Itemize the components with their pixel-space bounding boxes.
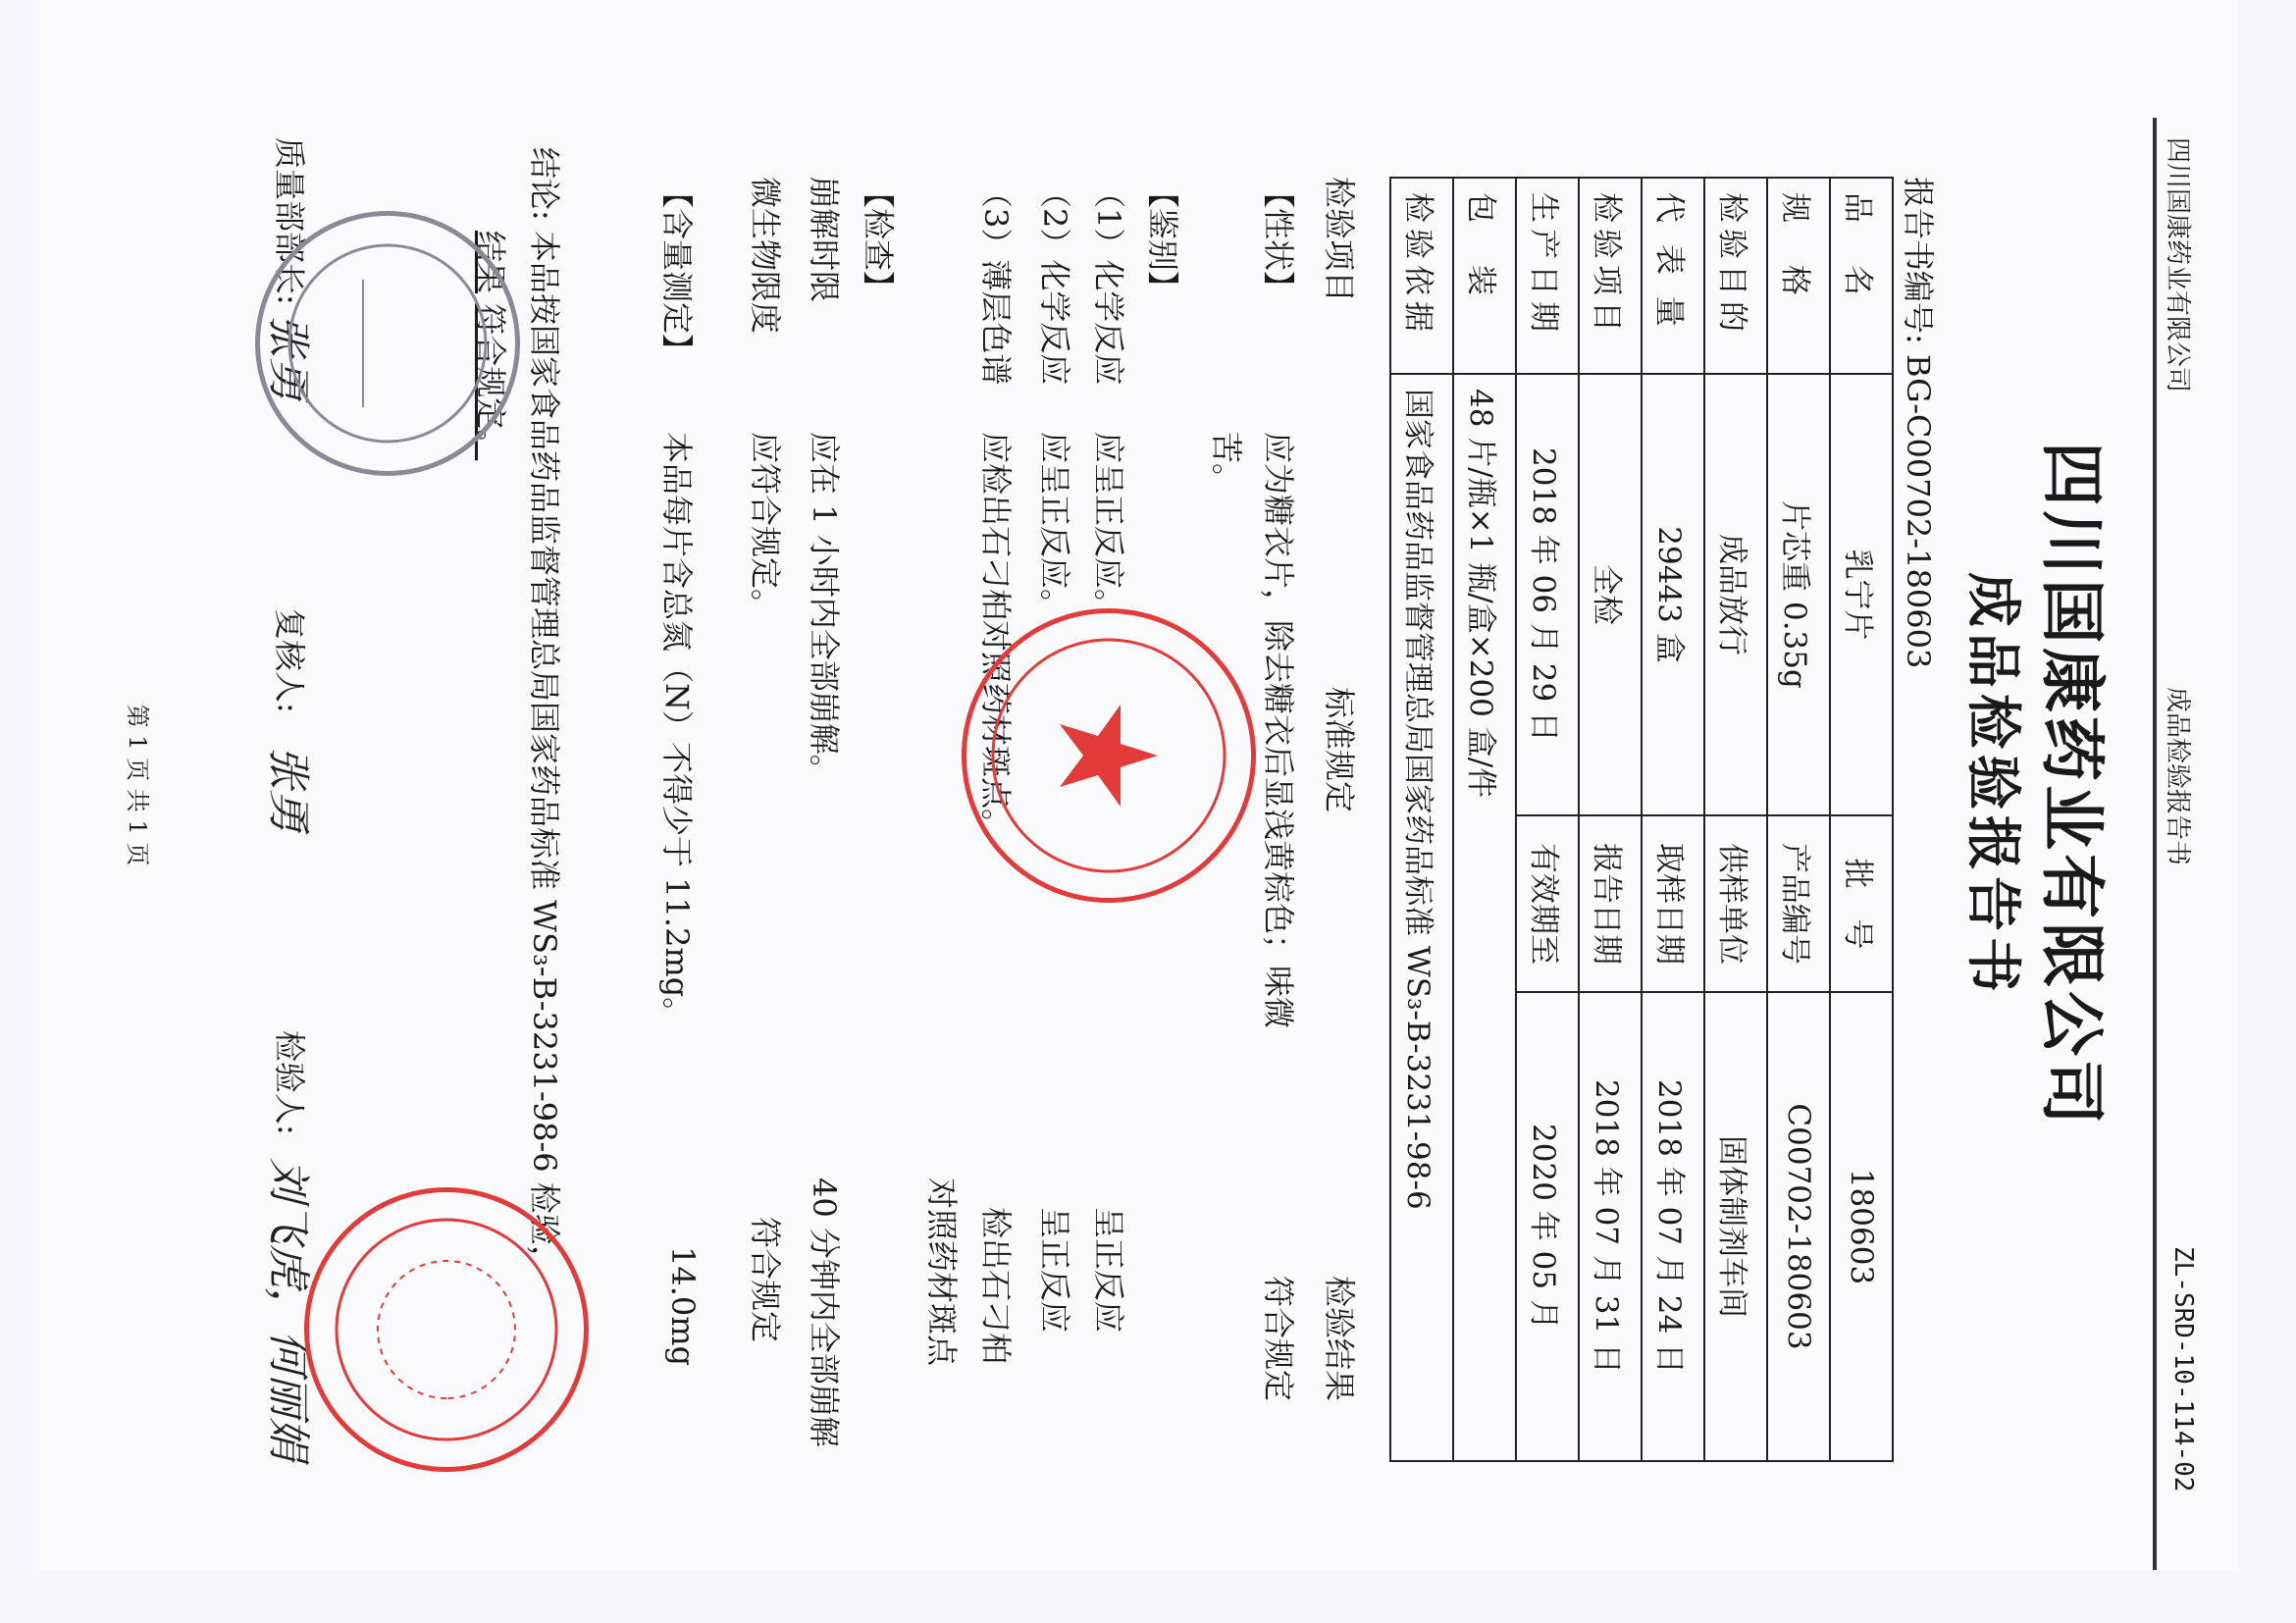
purpose-value: 成品放行 bbox=[1704, 374, 1767, 815]
document-page bbox=[39, 0, 2237, 1570]
package-value: 48 片/瓶×1 瓶/盒×200 盒/件 bbox=[1453, 374, 1516, 1461]
header-company: 四川国康药业有限公司 bbox=[2163, 137, 2192, 393]
inspect-item-2: 微生物限度 bbox=[747, 177, 784, 335]
supplier-label: 供样单位 bbox=[1704, 815, 1767, 992]
assay-result: 14.0mg bbox=[664, 1246, 702, 1367]
conclusion-result-prefix: 结果 bbox=[472, 231, 509, 294]
conclusion-label: 结论: bbox=[526, 147, 563, 221]
character-standard-line1: 应为糖衣片，除去糖衣后显浅黄棕色；味微 bbox=[1260, 432, 1297, 1029]
batch-value: 180603 bbox=[1830, 992, 1893, 1461]
inspector-signature: 刘飞虎，何丽娟 bbox=[263, 1158, 313, 1460]
prod-date-value: 2018 年 06 月 29 日 bbox=[1516, 374, 1579, 815]
ident-result-2: 呈正反应 bbox=[1036, 1207, 1073, 1334]
reviewer-label: 复核人: bbox=[271, 608, 308, 713]
inspect-result-1: 40 分钟内全部崩解 bbox=[806, 1178, 843, 1447]
ident-item-3: （3）薄层色谱 bbox=[977, 177, 1015, 386]
table-row bbox=[1704, 178, 1767, 1461]
report-number-value: BG-C00702-180603 bbox=[1900, 353, 1937, 669]
stamp-quality-management bbox=[962, 608, 1256, 903]
company-title: 四川国康药业有限公司 bbox=[2034, 442, 2111, 1128]
inspect-result-2: 符合规定 bbox=[747, 1217, 784, 1343]
table-row bbox=[1390, 178, 1453, 1461]
ident-item-2: （2）化学反应 bbox=[1036, 177, 1073, 386]
supplier-value: 固体制剂车间 bbox=[1704, 992, 1767, 1461]
conclusion-result: 符合规定。 bbox=[472, 303, 509, 461]
inspector-label: 检验人: bbox=[271, 1030, 308, 1135]
section-character: 【性状】 bbox=[1260, 177, 1297, 303]
ident-result-3: 检出石刁柏 bbox=[977, 1207, 1015, 1365]
inspect-standard-1: 应在 1 小时内全部崩解。 bbox=[806, 432, 843, 786]
assay-standard: 本品每片含总氮（N）不得少于 11.2mg。 bbox=[658, 432, 696, 1029]
product-code-value: C00702-180603 bbox=[1767, 992, 1830, 1461]
section-inspection: 【检查】 bbox=[860, 177, 897, 303]
conclusion-line1 bbox=[524, 147, 569, 1277]
ident-result-1: 呈正反应 bbox=[1090, 1207, 1127, 1334]
ident-item-1: （1）化学反应 bbox=[1090, 177, 1127, 386]
ident-standard-3: 应检出石刁柏对照药材斑点。 bbox=[977, 432, 1015, 841]
qa-head-label: 质量部部长: bbox=[271, 137, 308, 305]
sample-date-label: 取样日期 bbox=[1642, 815, 1704, 992]
spec-value: 片芯重 0.35g bbox=[1767, 374, 1830, 815]
package-label: 包 装 bbox=[1453, 178, 1516, 374]
ident-standard-1: 应呈正反应。 bbox=[1090, 432, 1127, 621]
product-name-value: 乳宁片 bbox=[1830, 374, 1893, 815]
table-row bbox=[1642, 178, 1704, 1461]
prod-date-label: 生产日期 bbox=[1516, 178, 1579, 374]
star-icon bbox=[981, 628, 1236, 883]
inspect-item-1: 崩解时限 bbox=[806, 177, 843, 303]
quantity-value: 29443 盒 bbox=[1642, 374, 1704, 815]
items-value: 全检 bbox=[1579, 374, 1642, 815]
page-footer: 第 1 页 共 1 页 bbox=[124, 704, 151, 866]
items-label: 检验项目 bbox=[1579, 178, 1642, 374]
conclusion-text: 本品按国家食品药品监督管理总局国家药品标准 WS₃-B-3231-98-6 检验， bbox=[526, 230, 563, 1277]
table-row bbox=[1453, 178, 1516, 1461]
quantity-label: 代 表 量 bbox=[1642, 178, 1704, 374]
stamp-quality-inspection bbox=[255, 211, 520, 476]
spec-label: 规 格 bbox=[1767, 178, 1830, 374]
table-row bbox=[1579, 178, 1642, 1461]
seal-ring-icon bbox=[275, 231, 500, 456]
stamp-quality-special bbox=[304, 1187, 589, 1472]
character-result: 符合规定 bbox=[1260, 1276, 1297, 1402]
reviewer-signature: 张勇 bbox=[263, 746, 313, 832]
valid-label: 有效期至 bbox=[1516, 815, 1579, 992]
col-result-heading: 检验结果 bbox=[1321, 1276, 1358, 1402]
inspect-standard-2: 应符合规定。 bbox=[747, 432, 784, 621]
ident-result-3-extra: 对照药材斑点 bbox=[923, 1178, 961, 1367]
ident-standard-2: 应呈正反应。 bbox=[1036, 432, 1073, 621]
purpose-label: 检验目的 bbox=[1704, 178, 1767, 374]
report-title: 成品检验报告书 bbox=[1960, 572, 2025, 998]
valid-value: 2020 年 05 月 bbox=[1516, 992, 1579, 1461]
seal-ring-icon bbox=[324, 1207, 569, 1452]
batch-label: 批 号 bbox=[1830, 815, 1893, 992]
character-standard-line2: 苦。 bbox=[1208, 432, 1245, 496]
qa-head-signature: 张勇 bbox=[263, 314, 313, 400]
product-code-label: 产品编号 bbox=[1767, 815, 1830, 992]
col-standard-heading: 标准规定 bbox=[1321, 687, 1358, 813]
header-rule bbox=[2153, 118, 2157, 1570]
table-row bbox=[1516, 178, 1579, 1461]
report-date-value: 2018 年 07 月 31 日 bbox=[1579, 992, 1642, 1461]
header-doc-type: 成品检验报告书 bbox=[2163, 687, 2192, 866]
basis-value: 国家食品药品监督管理总局国家药品标准 WS₃-B-3231-98-6 bbox=[1390, 374, 1453, 1461]
section-assay: 【含量测定】 bbox=[658, 177, 696, 366]
product-name-label: 品 名 bbox=[1830, 178, 1893, 374]
sample-date-value: 2018 年 07 月 24 日 bbox=[1642, 992, 1704, 1461]
report-number bbox=[1898, 177, 1943, 668]
report-number-label: 报告书编号: bbox=[1900, 177, 1937, 344]
table-row bbox=[1767, 178, 1830, 1461]
report-date-label: 报告日期 bbox=[1579, 815, 1642, 992]
basis-label: 检验依据 bbox=[1390, 178, 1453, 374]
info-table bbox=[1389, 177, 1894, 1462]
header-doc-code: ZL-SRD-10-114-02 bbox=[2168, 1246, 2198, 1492]
col-item-heading: 检验项目 bbox=[1321, 177, 1358, 303]
section-identification: 【鉴别】 bbox=[1144, 177, 1181, 303]
table-row bbox=[1830, 178, 1893, 1461]
